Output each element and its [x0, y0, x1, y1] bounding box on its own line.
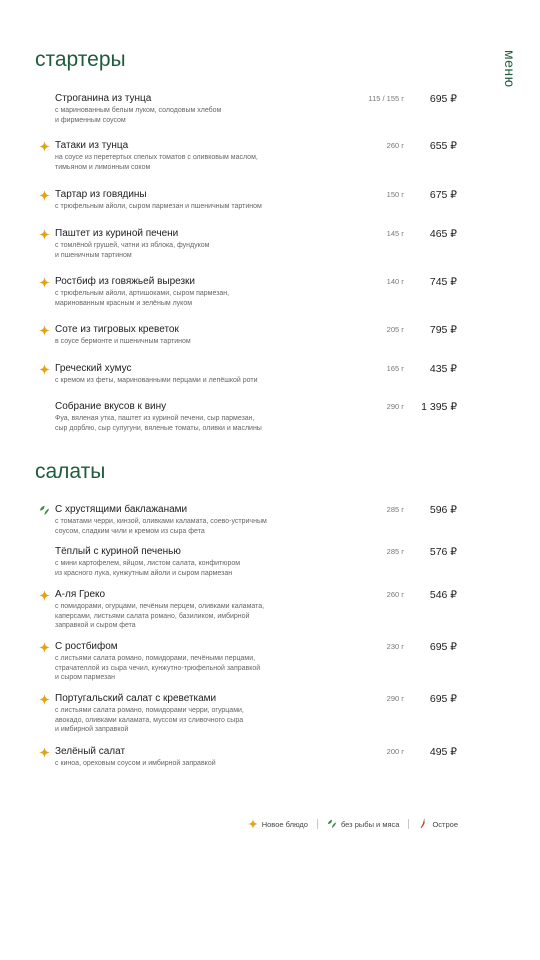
item-weight: 285 г — [386, 505, 404, 514]
item-name: Татаки из тунца — [55, 140, 129, 151]
item-description-line: заправкой и сыром фета — [55, 622, 136, 629]
item-description — [55, 517, 325, 536]
item-description-line: и сыром пармезан — [55, 674, 116, 681]
item-description-line: и пшеничным тартином — [55, 251, 132, 259]
item-weight: 115 / 155 г — [368, 94, 404, 103]
item-price: 435 ₽ — [429, 363, 457, 375]
item-description — [55, 759, 325, 769]
legend-label: Новое блюдо — [261, 819, 308, 829]
item-description — [55, 414, 325, 433]
star-icon — [38, 324, 50, 336]
item-description-line: с кремом из феты, маринованными перцами и лепёшкой роти — [55, 377, 258, 384]
section-title-starters: стартеры — [35, 48, 126, 71]
item-description-line: с маринованным белым луком, солодовым хлебом — [55, 107, 222, 114]
star-icon — [38, 363, 50, 375]
item-name: Тёплый с куриной печенью — [55, 546, 181, 557]
menu-side-tab: меню — [502, 50, 518, 88]
item-description-line: с мини картофелем, яйцом, листом салата, конфитюром — [55, 560, 241, 567]
item-weight: 140 г — [386, 277, 404, 286]
item-description-line: страчателлой из сыра чечил, кунжутно-трюфельной заправкой — [55, 664, 261, 672]
item-description — [55, 289, 325, 308]
item-weight: 290 г — [386, 402, 404, 411]
legend — [248, 819, 458, 829]
star-icon — [38, 140, 50, 152]
item-description-line: Фуа, вяленая утка, паштет из куриной печени, сыр пармезан, — [55, 415, 255, 422]
item-price: 695 ₽ — [429, 693, 457, 705]
item-name: Тартар из говядины — [55, 189, 147, 200]
item-name: Ростбиф из говяжьей вырезки — [55, 276, 196, 287]
item-description — [55, 654, 325, 683]
item-weight: 150 г — [386, 190, 404, 199]
item-name: Строганина из тунца — [55, 93, 152, 104]
star-icon — [38, 589, 50, 601]
legend-spicy — [418, 819, 458, 829]
item-description-line: с трюфельным айоли, сыром пармезан и пшеничным тартином — [55, 203, 262, 210]
item-description — [55, 337, 325, 347]
item-name: Зелёный салат — [55, 746, 126, 757]
legend-new — [248, 819, 308, 829]
item-description — [55, 153, 325, 172]
item-description-line: маринованным красным и зелёным луком — [55, 299, 193, 307]
item-price: 695 ₽ — [429, 641, 457, 653]
item-description-line: и имбирной заправкой — [55, 726, 129, 733]
item-price: 465 ₽ — [429, 228, 457, 240]
item-price: 546 ₽ — [429, 589, 457, 601]
item-description-line: на соусе из перетертых спелых томатов с оливковым маслом, — [55, 154, 258, 161]
item-description — [55, 241, 325, 260]
leaf-icon — [38, 504, 50, 516]
star-icon — [248, 819, 258, 829]
legend-veg — [327, 819, 399, 829]
item-description-line: и фирменным соусом — [55, 116, 126, 124]
item-name: С хрустящими баклажанами — [55, 504, 188, 515]
item-description-line: соусом, сладким чили и кремом из сыра фета — [55, 527, 205, 535]
item-description — [55, 376, 325, 386]
item-description-line: с листьями салата романо, помидорами, печёными перцами, — [55, 655, 256, 662]
item-weight: 205 г — [386, 325, 404, 334]
item-price: 576 ₽ — [429, 546, 457, 558]
legend-divider — [408, 819, 409, 829]
item-description-line: с киноа, ореховым соусом и имбирной заправкой — [55, 760, 216, 767]
item-description-line: с трюфельным айоли, артишоками, сыром пармезан, — [55, 290, 230, 297]
item-weight: 145 г — [386, 229, 404, 238]
legend-label: Острое — [432, 819, 458, 829]
item-price: 695 ₽ — [429, 93, 457, 105]
item-price: 596 ₽ — [429, 504, 457, 516]
item-description-line: с томатами черри, кинзой, оливками каламата, соево-устричным — [55, 518, 267, 525]
item-price: 655 ₽ — [429, 140, 457, 152]
item-description-line: в соусе бермонте и пшеничным тартином — [55, 338, 191, 345]
item-weight: 290 г — [386, 694, 404, 703]
item-description-line: с листьями салата романо, помидорами черри, огурцами, — [55, 707, 244, 714]
item-name: Соте из тигровых креветок — [55, 324, 179, 335]
item-name: Португальский салат с креветками — [55, 693, 217, 704]
item-description-line: с помидорами, огурцами, печёным перцем, оливками каламата, — [55, 603, 265, 610]
item-description — [55, 559, 325, 578]
star-icon — [38, 228, 50, 240]
star-icon — [38, 189, 50, 201]
item-price: 1 395 ₽ — [421, 401, 457, 413]
item-description-line: авокадо, оливками каламата, муссом из сливочного сыра — [55, 716, 244, 724]
item-description-line: с томлёной грушей, чатни из яблока, фундуком — [55, 242, 210, 249]
item-name: А-ля Греко — [55, 589, 106, 600]
item-weight: 165 г — [386, 364, 404, 373]
item-description-line: тимьяном и лимонным соком — [55, 163, 151, 171]
item-price: 745 ₽ — [429, 276, 457, 288]
item-description-line: из красного лука, кунжутным айоли и сыром пармезан — [55, 569, 233, 577]
star-icon — [38, 693, 50, 705]
item-weight: 260 г — [386, 141, 404, 150]
item-weight: 260 г — [386, 590, 404, 599]
item-name: Паштет из куриной печени — [55, 228, 179, 239]
legend-label: без рыбы и мяса — [340, 819, 400, 829]
item-price: 795 ₽ — [429, 324, 457, 336]
item-description — [55, 106, 325, 125]
leaf-icon — [327, 819, 337, 829]
item-description-line: каперсами, листьями салата романо, базиликом, имбирной — [55, 612, 250, 620]
item-weight: 285 г — [386, 547, 404, 556]
star-icon — [38, 641, 50, 653]
item-weight: 200 г — [386, 747, 404, 756]
item-price: 675 ₽ — [429, 189, 457, 201]
item-name: Греческий хумус — [55, 363, 132, 374]
star-icon — [38, 746, 50, 758]
item-price: 495 ₽ — [429, 746, 457, 758]
item-description-line: сыр дорблю, сыр сулугуни, вяленые томаты, оливки и маслины — [55, 424, 262, 432]
item-name: С ростбифом — [55, 641, 118, 652]
item-description — [55, 706, 325, 735]
pepper-icon — [418, 819, 428, 829]
item-weight: 230 г — [386, 642, 404, 651]
item-description — [55, 202, 325, 212]
section-title-salads: салаты — [35, 460, 106, 483]
item-description — [55, 602, 325, 631]
item-name: Собрание вкусов к вину — [55, 401, 167, 412]
legend-divider — [317, 819, 318, 829]
star-icon — [38, 276, 50, 288]
